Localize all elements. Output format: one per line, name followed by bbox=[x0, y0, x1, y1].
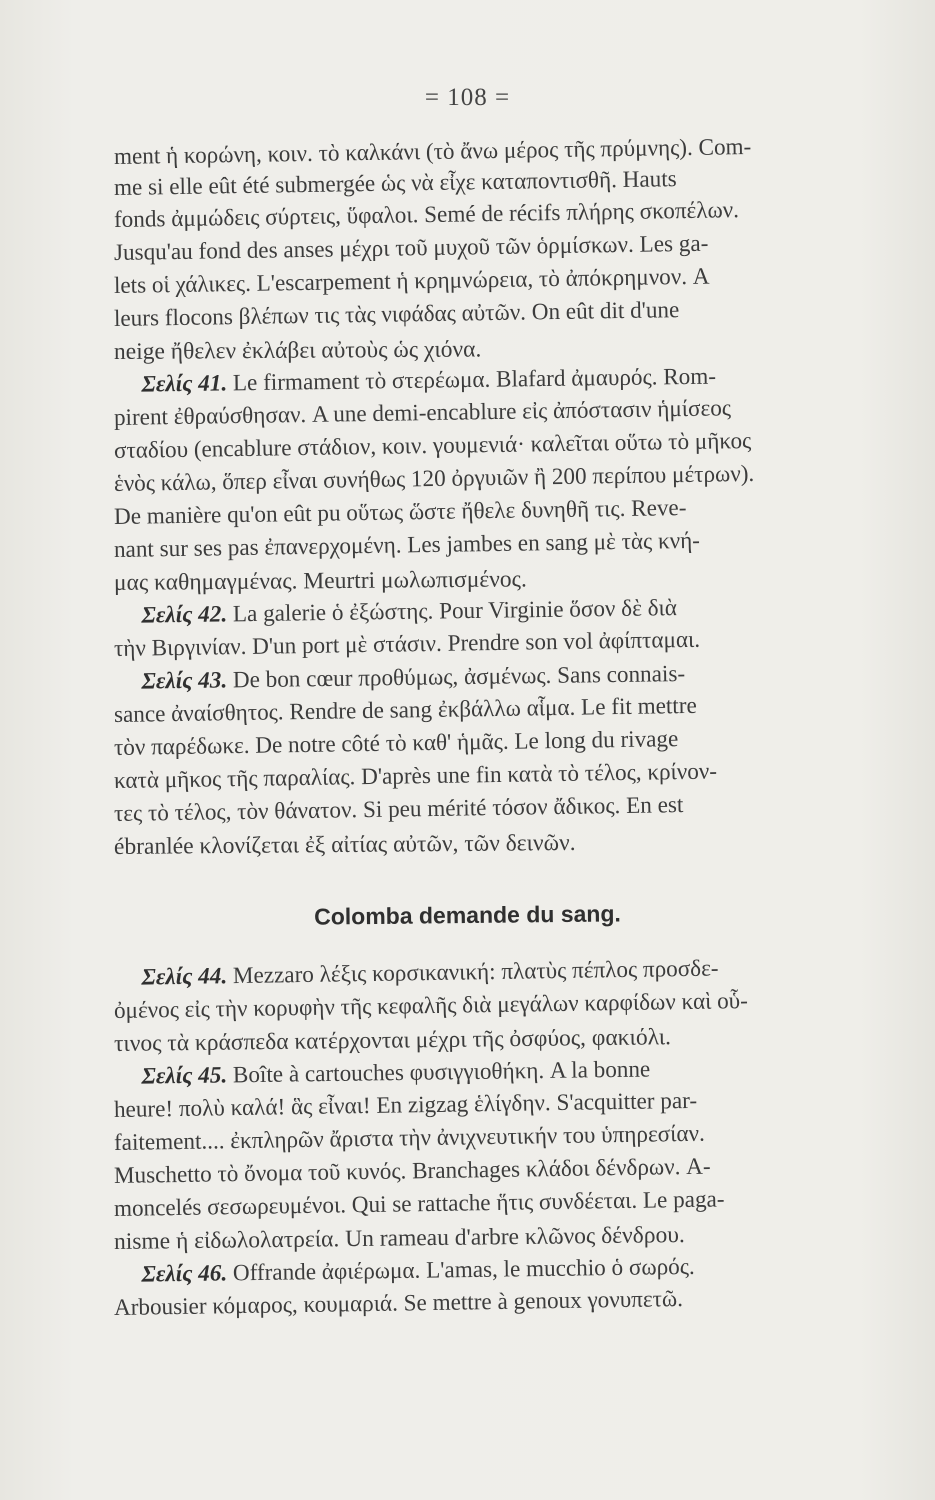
text-line: σταδίου (encablure στάδιον, κοιν. γουμενιά· καλεῖται οὕτω τὸ μῆκος bbox=[113, 427, 752, 464]
text-line: leurs flocons βλέπων τις τὰς νιφάδας αὐτῶν. On eût dit d'une bbox=[113, 297, 680, 332]
text-line: lets οἱ χάλικες. L'escarpement ἡ κρημνώρεια, τὸ ἀπόκρημνον. A bbox=[113, 263, 710, 299]
text-line: sance ἀναίσθητος. Rendre de sang ἐκβάλλω αἷμα. Le fit mettre bbox=[113, 692, 697, 728]
text-line: τινος τὰ κράσπεδα κατέρχονται μέχρι τῆς ὀσφύος, φακιόλι. bbox=[113, 1024, 672, 1057]
text-line: pirent ἐθραύσθησαν. A une demi-encablure εἰς ἀπόστασιν ἡμίσεος bbox=[113, 395, 732, 431]
entry-label-44: Σελίς 44. bbox=[141, 963, 228, 991]
text-line: ment ἡ κορώνη, κοιν. τὸ καλκάνι (τὸ ἄνω μέρος τῆς πρύμνης). Com- bbox=[113, 133, 752, 170]
text-line: neige ἤθελεν ἐκλάβει αὐτοὺς ὡς χιόνα. bbox=[113, 336, 482, 365]
entry-label-45: Σελίς 45. bbox=[141, 1062, 228, 1090]
text-line: nant sur ses pas ἐπανερχομένη. Les jambes en sang μὲ τὰς κνή- bbox=[113, 527, 701, 563]
entry-text: De bon cœur προθύμως, ἀσμένως. Sans connais- bbox=[232, 661, 686, 694]
text-line: Jusqu'au fond des anses μέχρι τοῦ μυχοῦ τῶν ὁρμίσκων. Les ga- bbox=[113, 230, 709, 266]
text-line: fonds ἀμμώδεις σύρτεις, ὕφαλοι. Semé de récifs πλήρης σκοπέλων. bbox=[113, 197, 740, 233]
entry-text: Offrande ἀφιέρωμα. L'amas, le mucchio ὁ σωρός. bbox=[232, 1253, 695, 1287]
text-line: Arbousier κόμαρος, κουμαριά. Se mettre à genoux γονυπετῶ. bbox=[113, 1286, 684, 1321]
text-line: moncelés σεσωρευμένοι. Qui se rattache ἥτις συνδέεται. Le paga- bbox=[113, 1186, 725, 1222]
text-line: Muschetto τὸ ὄνομα τοῦ κυνός. Branchages κλάδοι δένδρων. A- bbox=[113, 1153, 711, 1189]
text-line: ὀμένος εἰς τὴν κορυφὴν τῆς κεφαλῆς διὰ μεγάλων καρφίδων καὶ οὗ- bbox=[113, 988, 749, 1024]
entry-label-41: Σελίς 41. bbox=[141, 370, 228, 398]
text-line: faitement.... ἐκπληρῶν ἄριστα τὴν ἀνιχνευτικήν του ὑπηρεσίαν. bbox=[113, 1120, 705, 1156]
text-line: De manière qu'on eût pu οὕτως ὥστε ἤθελε δυνηθῆ τις. Reve- bbox=[113, 495, 687, 530]
text-line: me si elle eût été submergée ὡς νὰ εἶχε καταποντισθῆ. Hauts bbox=[113, 166, 677, 201]
entry-text: La galerie ὁ ἐξώστης. Pour Virginie ὅσον δὲ διὰ bbox=[232, 595, 678, 628]
text-line: τὸν παρέδωκε. De notre côté τὸ καθ' ἡμᾶς. Le long du rivage bbox=[113, 726, 679, 761]
text-line: nisme ἡ εἰδωλολατρεία. Un rameau d'arbre κλῶνος δένδρου. bbox=[113, 1222, 685, 1255]
text-line: κατὰ μῆκος τῆς παραλίας. D'après une fin κατὰ τὸ τέλος, κρίνον- bbox=[113, 758, 718, 794]
glossary-block-top bbox=[113, 133, 852, 864]
entry-label-43: Σελίς 43. bbox=[141, 667, 228, 695]
text-line: heure! πολὺ καλά! ἃς εἶναι! En zigzag ἑλίγδην. S'acquitter par- bbox=[113, 1087, 698, 1123]
text-line: μας καθημαγμένας. Meurtri μωλωπισμένος. bbox=[113, 566, 527, 596]
text-line: ἑνὸς κάλω, ὅπερ εἶναι συνήθως 120 ὀργυιῶν ἢ 200 περίπου μέτρων). bbox=[113, 460, 755, 497]
entry-label-46: Σελίς 46. bbox=[141, 1260, 228, 1288]
text-line: τες τὸ τέλος, τὸν θάνατον. Si peu mérité τόσον ἄδικος. En est bbox=[113, 792, 684, 827]
text-line: ébranlée κλονίζεται ἐξ αἰτίας αὐτῶν, τῶν δεινῶν. bbox=[113, 829, 576, 860]
entry-text: Mezzaro λέξις κορσικανική: πλατὺς πέπλος προσδε- bbox=[232, 955, 719, 990]
entry-text: Boîte à cartouches φυσιγγιοθήκη. A la bonne bbox=[232, 1056, 651, 1089]
glossary-block-bottom bbox=[113, 955, 852, 1325]
page-number: = 108 = bbox=[424, 84, 511, 111]
entry-label-42: Σελίς 42. bbox=[141, 601, 228, 629]
section-heading: Colomba demande du sang. bbox=[314, 900, 621, 930]
text-line: τὴν Βιργινίαν. D'un port μὲ στάσιν. Prendre son vol ἀφίπταμαι. bbox=[113, 626, 701, 662]
entry-text: Le firmament τὸ στερέωμα. Blafard ἀμαυρός. Rom- bbox=[232, 363, 717, 397]
